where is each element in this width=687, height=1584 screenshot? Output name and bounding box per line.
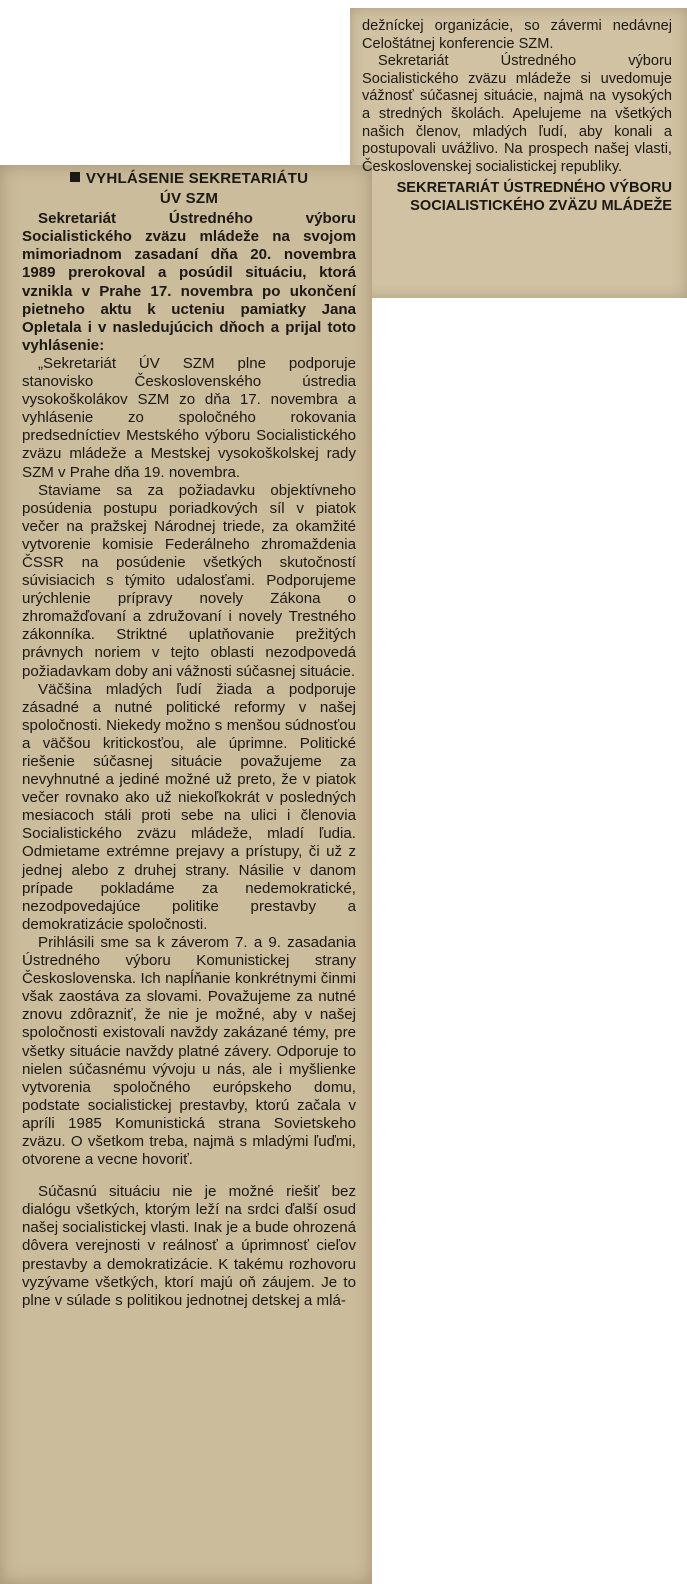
- paragraph-4: Prihlásili sme sa k záverom 7. a 9. zasadania Ústredného výboru Komunistickej strany Československa. Ich napĺňanie konkrétnymi činmi však zaostáva za slovami. Považujeme za nutné znovu zdôrazniť, že nie je možné, aby v našej spoločnosti existovali navždy zakázané témy, pre všetky situácie navždy platné závery. Odporuje to nielen súčasnému vývoju u nás, ale i myšlienke vytvorenia spoločného európskeho domu, podstate socialistickej prestavby, ktorú začala v apríli 1985 Komunistická strana Sovietskeho zväzu. O všetkom treba, najmä s mladými ľuďmi, otvorene a vecne hovoriť.: [22, 933, 356, 1169]
- title-line-1: VYHLÁSENIE SEKRETARIÁTU: [85, 170, 309, 187]
- signature-line-1: SEKRETARIÁT ÚSTREDNÉHO VÝBORU: [396, 180, 672, 197]
- paragraph-2: Staviame sa za požiadavku objektívneho posúdenia postupu poriadkových síl v piatok večer na pražskej Národnej triede, za okamžité vytvorenie komisie Federálneho zhromaždenia ČSSR na posúdenie všetkých skutočností súvisiacich s týmito udalosťami. Podporujeme urýchlenie prípravy novely Zákona o zhromažďovaní a združovaní i novely Trestného zákonníka. Striktné uplatňovanie prežitých právnych noriem v tejto oblasti nezodpovedá požiadavkam doby ani vážnosti súčasnej situácie.: [22, 481, 356, 680]
- signature-line-2: SOCIALISTICKÉHO ZVÄZU MLÁDEŽE: [410, 197, 672, 214]
- lead-paragraph: Sekretariát Ústredného výboru Socialistického zväzu mládeže na svojom mimoriadnom zasadaní dňa 20. novembra 1989 prerokoval a posúdil situáciu, ktorá vznikla v Prahe 17. novembra po ukončení pietneho aktu k ucteniu pamiatky Jana Opletala i v nasledujúcich dňoch a prijal toto vyhlásenie:: [22, 210, 356, 354]
- left-column: [22, 170, 356, 1310]
- article-title: [22, 170, 356, 188]
- title-line-2: ÚV SZM: [159, 190, 219, 208]
- paragraph-1: „Sekretariát ÚV SZM plne podporuje stanovisko Československého ústredia vysokoškolákov SZM zo dňa 17. novembra a vyhlásenie zo spoločného rokovania predsedníctiev Mestského výboru Socialistického zväzu mládeže a Mestskej vysokoškolskej rady SZM v Prahe dňa 19. novembra.: [22, 354, 356, 481]
- square-bullet-icon: [70, 172, 80, 182]
- paragraph-3: Väčšina mladých ľudí žiada a podporuje zásadné a nutné politické reformy v našej spoločnosti. Niekedy možno s menšou súdnosťou a väčšou kritickosťou, ale úprimne. Politické riešenie súčasnej situácie považujeme za nevyhnutné a jediné možné už preto, že v piatok večer rovnako ako už niekoľkokrát v posledných mesiacoch stáli proti sebe na ulici i členovia Socialistického zväzu mládeže, mladí ľudia. Odmietame extrémne prejavy a prístupy, či už z jednej alebo z druhej strany. Násilie v danom prípade pokladáme za nedemokratické, nezodpovedajúce politike prestavby a demokratizácie spoločnosti.: [22, 680, 356, 933]
- right-column: [362, 18, 672, 216]
- paragraph-5: Súčasnú situáciu nie je možné riešiť bez dialógu všetkých, ktorým leží na srdci ďalší osud našej socialistickej vlasti. Inak je a bude ohrozená dôvera verejnosti v reálnosť a úprimnosť cieľov prestavby a demokratizácie. K takému rozhovoru vyzývame všetkých, ktorí majú oň záujem. Je to plne v súlade s politikou jednotnej detskej a mlá-: [22, 1183, 356, 1309]
- paragraph-appeal: Sekretariát Ústredného výboru Socialistického zväzu mládeže si uvedomuje vážnosť súčasnej situácie, najmä na vysokých a stredných školách. Apelujeme na všetkých našich členov, mladých ľudí, aby konali a postupovali uvážlivo. Na prospech našej vlasti, Československej socialistickej republiky.: [362, 53, 672, 175]
- paragraph-continuation: dežníckej organizácie, so závermi nedávnej Celoštátnej konferencie SZM.: [362, 18, 672, 52]
